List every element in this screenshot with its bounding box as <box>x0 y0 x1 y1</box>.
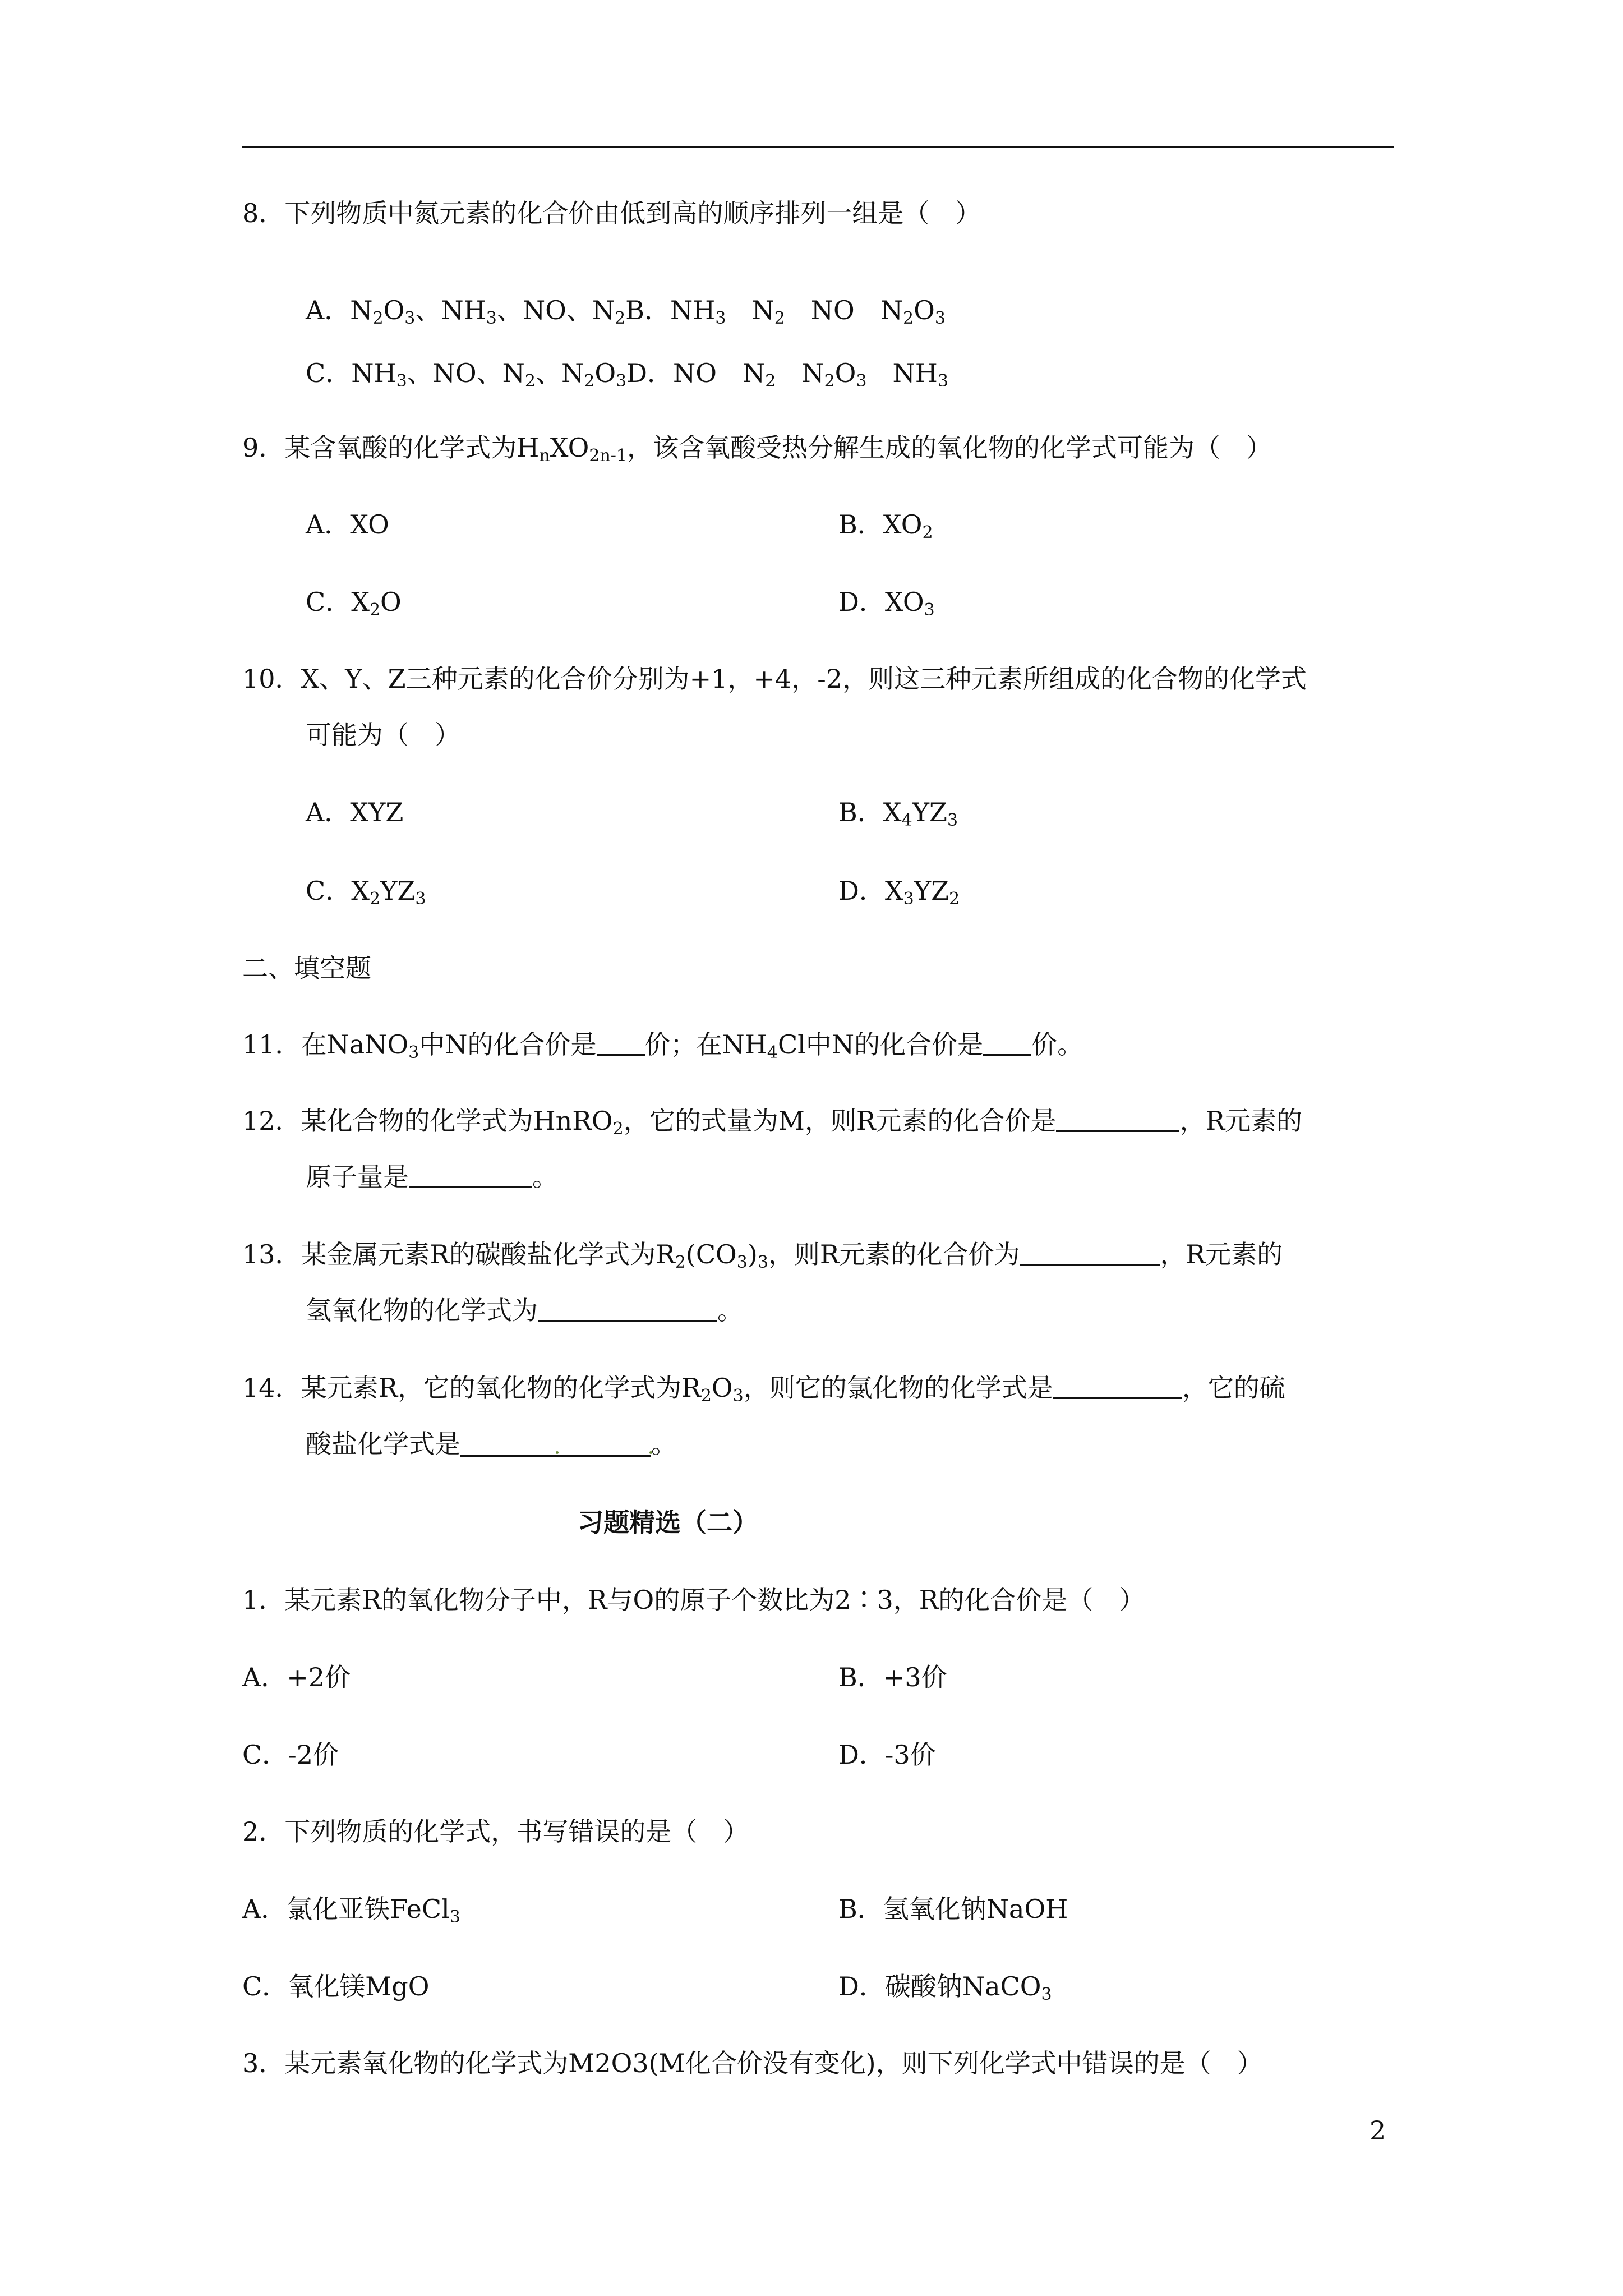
question-11: 11．在NaNO$_3$中N的化合价是 价；在$NH_4Cl$中N的化合价是 价。 <box>242 1029 1083 1062</box>
question-12: 12．某化合物的化学式为HnRO$_2$，它的式量为M，则R元素的化合价是 ，R元素的 <box>242 1106 1303 1139</box>
question-8-options-cd: C．$NH_3$、NO、$N_2$、$N_2O_3D$．NO $N_2$ $N_2O_3$ $NH_3$ <box>306 358 948 391</box>
exercise-3-stem: 3．某元素氧化物的化学式为M2O3(M化合价没有变化)，则下列化学式中错误的是（ ） <box>242 2048 1263 2078</box>
answer-blank[interactable] <box>1053 1372 1182 1399</box>
header-rule <box>242 146 1394 148</box>
exercise-2-stem: 2．下列物质的化学式，书写错误的是（ ） <box>242 1816 749 1847</box>
question-10-option-a: A．XYZ <box>306 797 404 827</box>
answer-blank[interactable] <box>597 1028 645 1056</box>
question-9-option-a: A．XO <box>306 509 389 540</box>
question-9-stem: 9．某含氧酸的化学式为$H_nXO_{2n-1}$，该含氧酸受热分解生成的氧化物的化学式可能为（ ） <box>242 432 1272 466</box>
page-number: 2 <box>1370 2115 1386 2146</box>
answer-blank[interactable] <box>1056 1105 1179 1132</box>
exercise-1-option-b: B．+3价 <box>838 1662 947 1692</box>
exercise-section-title: 习题精选（二） <box>578 1507 758 1538</box>
question-14-cont: 酸盐化学式是 。 <box>306 1429 677 1459</box>
question-10-stem-cont: 可能为（ ） <box>306 720 460 750</box>
answer-blank[interactable] <box>983 1028 1031 1056</box>
question-10-option-d: D．$X_3YZ_2$ <box>838 876 960 909</box>
question-13: 13．某金属元素R的碳酸盐化学式为$R_2(CO_3)_3$，则R元素的化合价为 ，R元素的 <box>242 1239 1283 1272</box>
question-9-option-c: C．$X_2O$ <box>306 587 402 620</box>
question-13-cont: 氢氧化物的化学式为 。 <box>306 1295 743 1326</box>
answer-blank[interactable] <box>409 1161 532 1188</box>
exercise-2-option-c: C．氧化镁MgO <box>242 1971 430 2001</box>
question-10-option-c: C．$X_2YZ_3$ <box>306 876 426 909</box>
question-10-stem: 10．X、Y、Z三种元素的化合价分别为+1，+4，-2，则这三种元素所组成的化合物的化学式 <box>242 664 1307 694</box>
question-10-option-b: B．$X_4YZ_3$ <box>838 797 958 830</box>
exercise-2-option-d: D．碳酸钠NaCO$_3$ <box>838 1971 1052 2004</box>
question-12-cont: 原子量是 。 <box>306 1162 558 1192</box>
section-heading: 二、填空题 <box>242 953 371 983</box>
exercise-2-option-b: B．氢氧化钠NaOH <box>838 1894 1068 1924</box>
question-9-option-b: B．$XO_2$ <box>838 509 933 542</box>
answer-blank[interactable] <box>460 1429 651 1457</box>
answer-blank[interactable] <box>1020 1238 1160 1266</box>
question-8-stem: 8．下列物质中氮元素的化合价由低到高的顺序排列一组是（ ） <box>242 198 981 228</box>
question-9-option-d: D．$XO_3$ <box>838 587 935 620</box>
exercise-1-option-c: C．-2价 <box>242 1740 339 1770</box>
answer-blank[interactable] <box>538 1294 717 1322</box>
exercise-1-stem: 1．某元素R的氧化物分子中，R与O的原子个数比为2∶3，R的化合价是（ ） <box>242 1585 1145 1615</box>
question-14: 14．某元素R，它的氧化物的化学式为$R_2O_3$，则它的氯化物的化学式是 ，它的硫 <box>242 1373 1285 1406</box>
exercise-2-option-a: A．氯化亚铁FeCl$_3$ <box>242 1894 460 1927</box>
exercise-1-option-a: A．+2价 <box>242 1662 351 1692</box>
exercise-1-option-d: D．-3价 <box>838 1740 936 1770</box>
question-8-options-ab: A．$N_2O_3$、$NH_3$、NO、$N_2B$．$NH_3$ $N_2$ NO $N_2O_3$ <box>306 295 946 328</box>
